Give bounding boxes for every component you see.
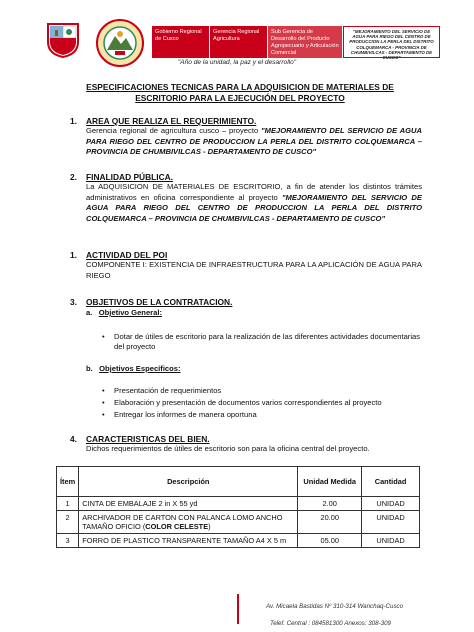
section-3-number: 3. [70, 297, 77, 307]
section-2-heading: FINALIDAD PÚBLICA. [86, 172, 174, 182]
footer-phone: Telef. Central : 084581300 Anexos: 308-309 [270, 620, 391, 627]
section-2-number: 2. [70, 172, 77, 182]
header-motto: "Año de la unidad, la paz y el desarrollo" [177, 59, 297, 66]
section-poi-text: COMPONENTE I: EXISTENCIA DE INFRAESTRUCTURA PARA LA APLICACIÓN DE AGUA PARA RIEGO [86, 260, 422, 280]
header-box-agriculture: Gerencia Regional Agricultura [210, 26, 267, 58]
cell-item: 2 [57, 511, 79, 534]
section-poi-heading: ACTIVIDAD DEL POI [86, 250, 168, 260]
section-4-heading: CARACTERISTICAS DEL BIEN. [86, 434, 210, 444]
cell-description [79, 534, 298, 548]
section-1-text-plain: Gerencia regional de agricultura cusco – proyecto [86, 126, 262, 135]
document-header [0, 0, 474, 70]
section-poi-number: 1. [70, 250, 77, 260]
document-title: ESPECIFICACIONES TECNICAS PARA LA ADQUISICION DE MATERIALES DE ESCRITORIO PARA LA EJECUCIÓN DEL PROYECTO [86, 82, 394, 103]
objective-specific-item: Entregar los informes de manera oportuna [114, 410, 257, 419]
cell-item: 1 [57, 497, 79, 511]
bullet-icon: • [102, 386, 105, 395]
table-row [57, 511, 420, 534]
footer-address: Av. Micaela Bastidas Nº 310-314 Wanchaq-Cusco [266, 603, 404, 610]
objective-general-item: Dotar de útiles de escritorio para la realización de las diferentes actividades documentarias del proyecto [114, 332, 421, 352]
section-3-heading: OBJETIVOS DE LA CONTRATACION. [86, 297, 233, 307]
header-item: Ítem [57, 467, 79, 497]
cell-quantity: UNIDAD [362, 511, 420, 534]
table-header-row [57, 467, 420, 497]
objective-general-letter: a. [86, 308, 93, 317]
header-box-project: "MEJORAMIENTO DEL SERVICIO DE AGUA PARA RIEGO DEL CENTRO DE PRODUCCION LA PERLA DEL DISTRITO COLQUEMARCA - PROVINCIA DE CHUMBIVILCAS - DEPARTAMENTO DE CUSCO" [343, 26, 440, 58]
cell-description-color: COLOR CELESTE [145, 522, 209, 531]
objective-specific-letter: b. [86, 364, 93, 373]
section-2-text [86, 182, 422, 224]
cell-description-text: FORRO DE PLASTICO TRANSPARENTE TAMAÑO A4 X 5 m [82, 536, 287, 545]
cell-measure: 05.00 [298, 534, 362, 548]
section-2-text-plain: La ADQUISICION DE MATERIALES DE ESCRITORIO, a fin de atender los distintos trámites administrativos en oficina correspondiente al proyecto [86, 182, 422, 202]
header-quantity: Cantidad [362, 467, 420, 497]
section-4-text: Dichos requerimientos de útiles de escritorio son para la oficina central del proyecto. [86, 444, 370, 453]
peru-coat-of-arms-logo [44, 22, 82, 58]
objective-specific-item: Presentación de requerimientos [114, 386, 222, 395]
cell-description-end: ) [208, 522, 211, 531]
objective-specific-item: Elaboración y presentación de documentos varios correspondientes al proyecto [114, 398, 382, 407]
objective-general-label: Objetivo General: [98, 308, 162, 317]
cell-item: 3 [57, 534, 79, 548]
bullet-icon: • [102, 398, 105, 407]
section-1-number: 1. [70, 116, 77, 126]
section-1-project-name: "MEJORAMIENTO DEL SERVICIO DE AGUA PARA RIEGO DEL CENTRO DE PRODUCCION LA PERLA DEL DISTRITO COLQUEMARCA – PROVINCIA DE CHUMBIVILCAS - DEPARTAMENTO DE CUSCO" [86, 126, 422, 157]
cell-measure: 2.00 [298, 497, 362, 511]
header-unit: Unidad Medida [298, 467, 362, 497]
objective-general-heading [86, 308, 162, 317]
cell-description-text: CINTA DE EMBALAJE 2 in X 55 yd [82, 499, 198, 508]
header-description: Descripción [79, 467, 298, 497]
materials-table [56, 466, 420, 548]
bullet-icon: • [102, 332, 105, 341]
cell-quantity: UNIDAD [362, 534, 420, 548]
header-box-subgerencia: Sub Gerencia de Desarrollo del Producto Agropecuario y Articulación Comercial [268, 26, 342, 58]
section-4-number: 4. [70, 434, 77, 444]
cell-description [79, 497, 298, 511]
table-row [57, 497, 420, 511]
cell-measure: 20.00 [298, 511, 362, 534]
cell-quantity: UNIDAD [362, 497, 420, 511]
cell-description [79, 511, 298, 534]
cell-description-text: ARCHIVADOR DE CARTON CON PALANCA LOMO ANCHO TAMAÑO OFICIO ( [82, 513, 283, 531]
section-1-text [86, 126, 422, 158]
footer-divider [237, 594, 239, 624]
objective-specific-heading [86, 364, 181, 373]
header-box-regional-government: Gobierno Regional de Cusco [152, 26, 209, 58]
objective-specific-label: Objetivos Específicos: [99, 364, 181, 373]
bullet-icon: • [102, 410, 105, 419]
section-2-project-name: "MEJORAMIENTO DEL SERVICIO DE AGUA PARA RIEGO DEL CENTRO DE PRODUCCION LA PERLA DEL DISTRITO COLQUEMARCA – PROVINCIA DE CHUMBIVILCAS - DEPARTAMENTO DE CUSCO" [86, 192, 422, 223]
table-row [57, 534, 420, 548]
section-1-heading: AREA QUE REALIZA EL REQUERIMIENTO. [86, 116, 257, 126]
